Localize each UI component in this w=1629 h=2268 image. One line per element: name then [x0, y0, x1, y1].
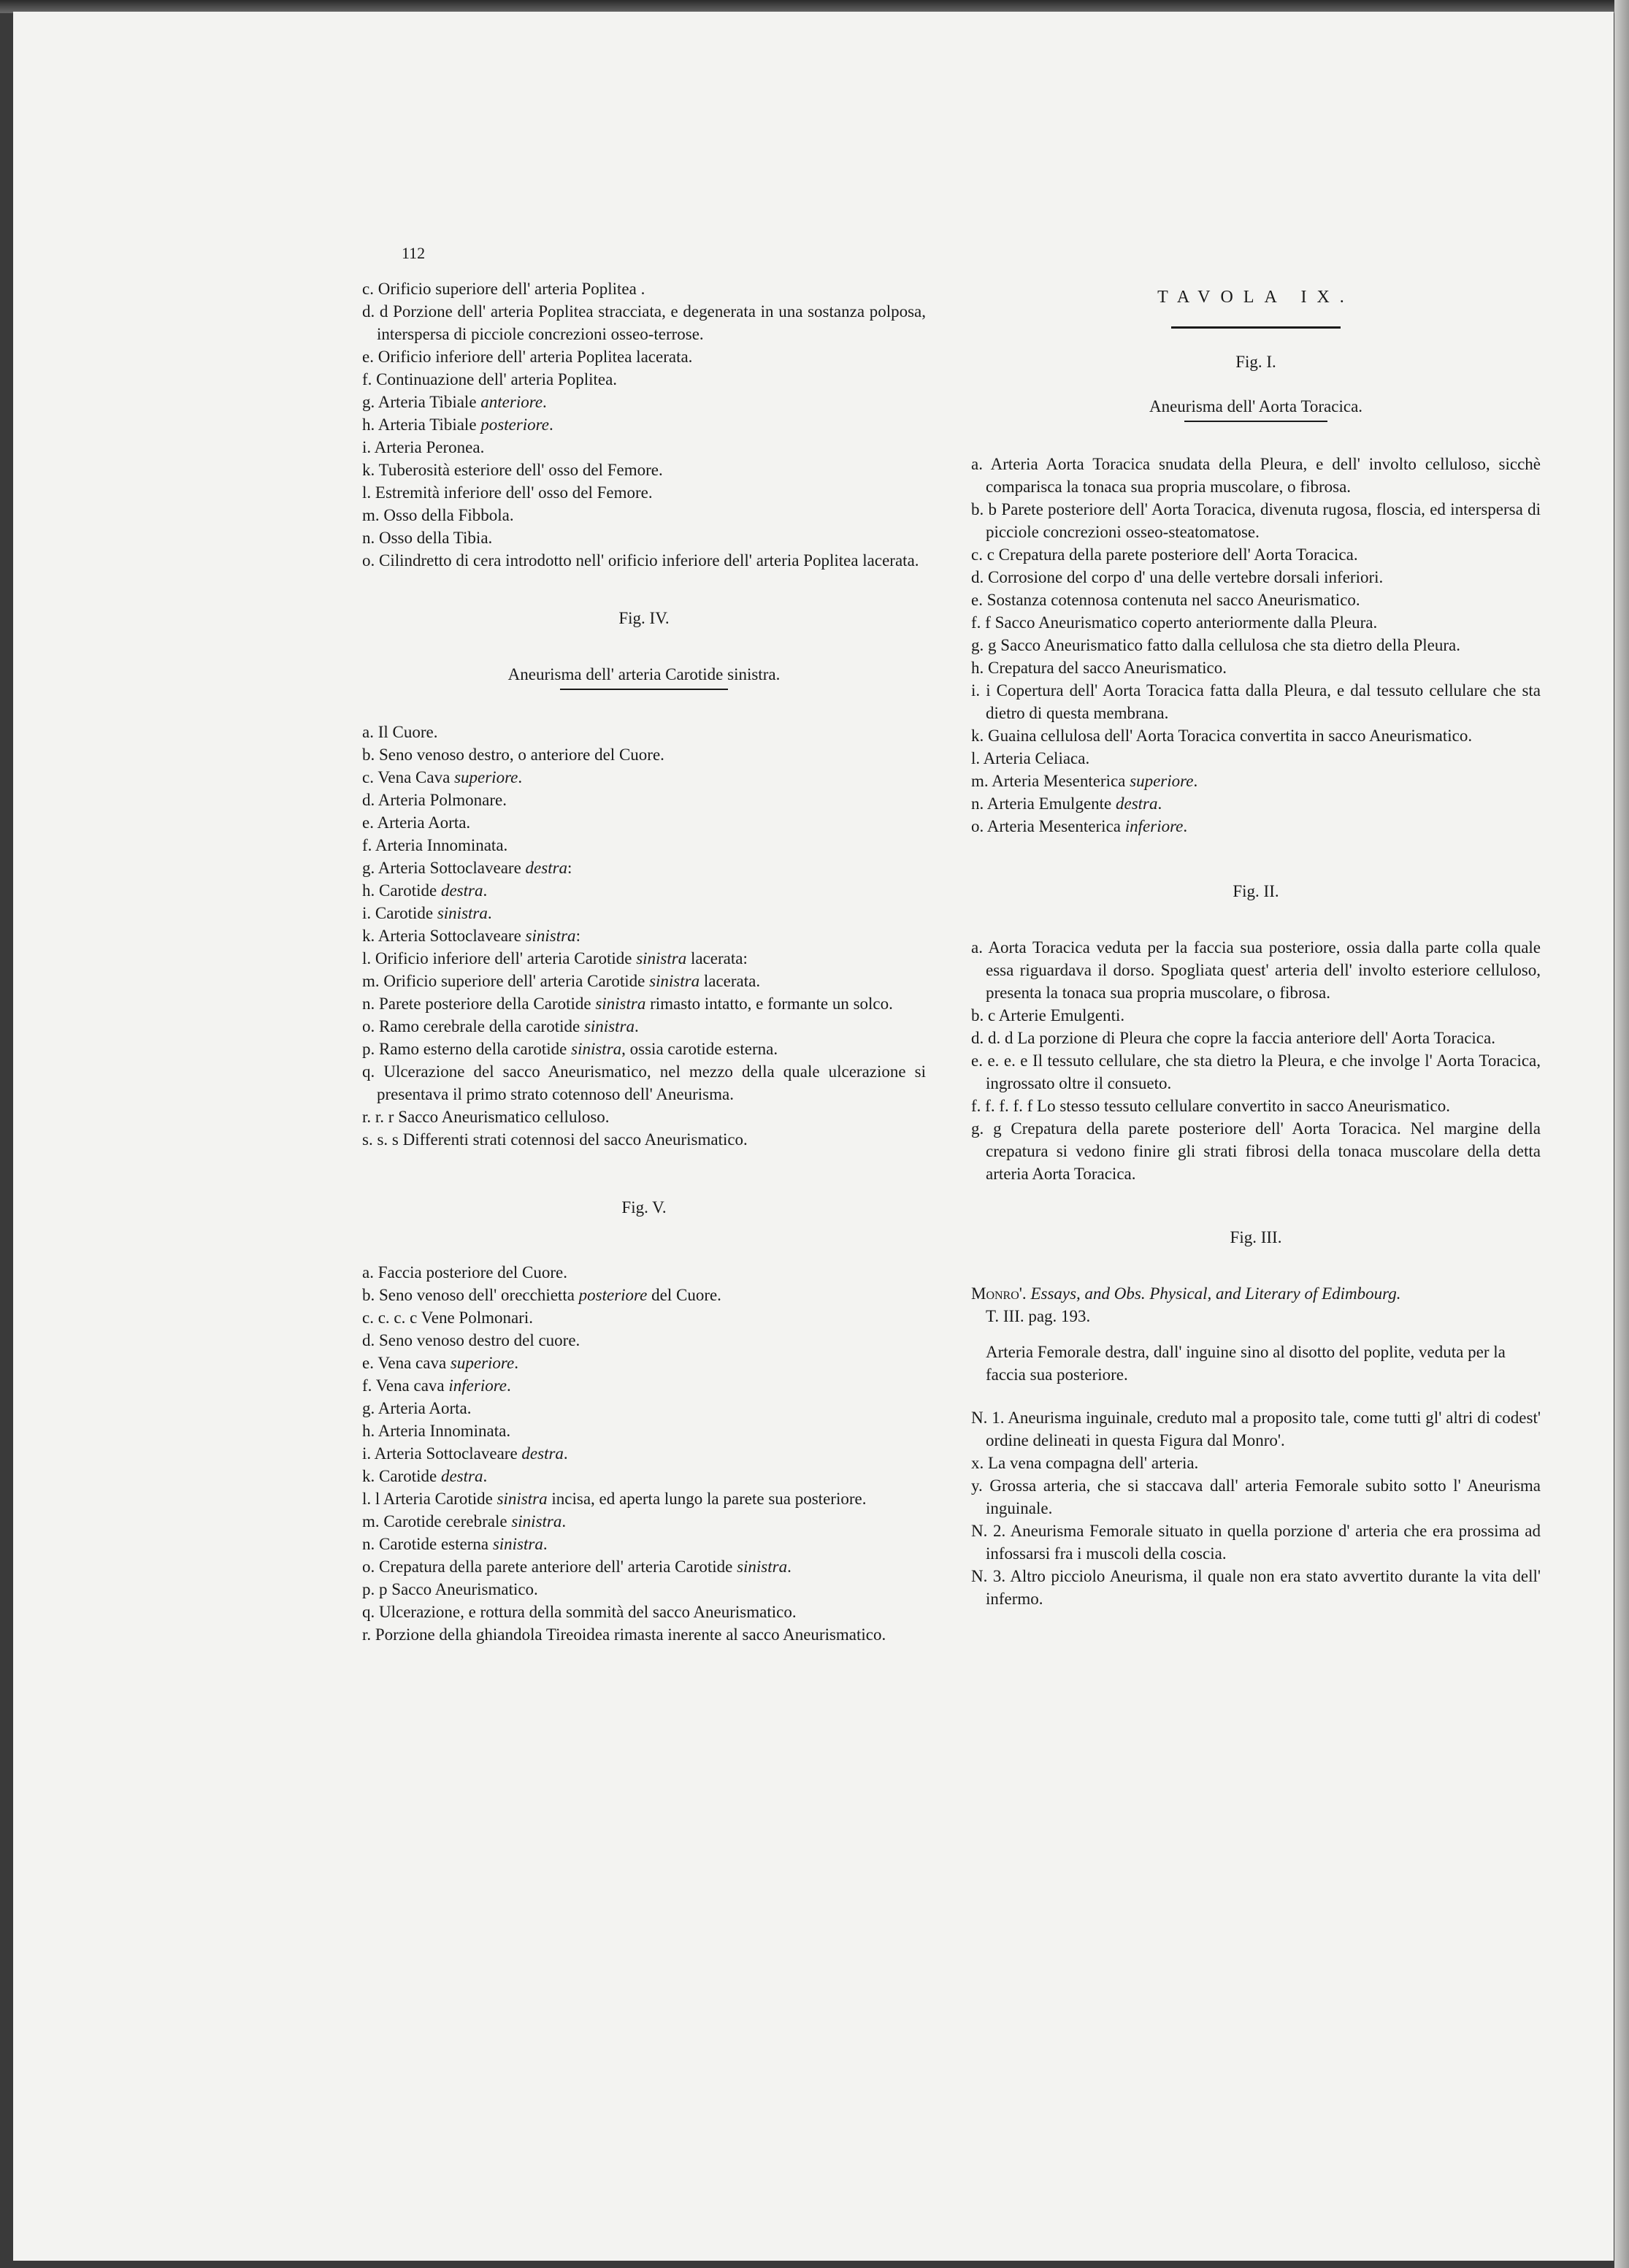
item-text: Crepatura del sacco Aneurismatico. [988, 659, 1227, 677]
list-item [362, 1555, 926, 1578]
item-ending: . [1157, 794, 1162, 813]
list-item [362, 345, 926, 368]
right-column [971, 12, 1541, 1610]
item-text: Altro picciolo Aneurisma, il quale non era stato avvertito durante la vita dell' infermo. [986, 1567, 1541, 1608]
list-item [971, 936, 1541, 1004]
item-text: d Porzione dell' arteria Poplitea stracciata, e degenerata in una sostanza polposa, interspersa di picciole concrezioni osseo-terrose. [377, 302, 926, 343]
item-key: s. [362, 1130, 373, 1149]
item-text: Corrosione del corpo d' una delle vertebre dorsali inferiori. [988, 568, 1384, 586]
list-item [362, 1306, 926, 1329]
item-ending: . [507, 1376, 511, 1395]
list-item [362, 1487, 926, 1510]
item-emphasis: posteriore [578, 1286, 648, 1304]
item-text: i Copertura dell' Aorta Toracica fatta dalla Pleura, e dal tessuto cellulare che sta dietro di questa membrana. [986, 681, 1541, 722]
item-key: g. [362, 859, 375, 877]
fig5-list [362, 1261, 926, 1646]
item-emphasis: destra [1116, 794, 1158, 813]
item-emphasis: sinistra [525, 927, 576, 945]
list-item [362, 459, 926, 481]
item-key: a. [971, 938, 983, 957]
item-text: Il Cuore. [377, 723, 438, 741]
item-text: Carotide cerebrale [383, 1512, 507, 1530]
item-ending: . [518, 768, 523, 786]
item-text: Parete posteriore della Carotide [379, 995, 591, 1013]
list-item [971, 611, 1541, 634]
list-item [362, 413, 926, 436]
item-key: n. [362, 995, 375, 1013]
list-item [362, 992, 926, 1015]
item-key: N. 2. [971, 1522, 1006, 1540]
list-item [971, 1474, 1541, 1520]
item-key: p. [362, 1040, 375, 1058]
item-text: Carotide esterna [379, 1535, 489, 1553]
list-item [362, 368, 926, 391]
item-text: g Crepatura della parete posteriore dell' Aorta Toracica. Nel margine della crepatura si vedono finire gli strati fibrosi della tonaca muscolare della detta arteria Aorta Toracica. [986, 1119, 1541, 1183]
item-key: g. [971, 636, 984, 654]
item-text: Porzione della ghiandola Tireoidea rimasta inerente al sacco Aneurismatico. [375, 1625, 886, 1644]
list-item [362, 1015, 926, 1038]
item-key: r. [362, 1108, 372, 1126]
item-text: c Crepatura della parete posteriore dell' Aorta Toracica. [986, 545, 1358, 564]
item-text: Carotide [379, 881, 437, 900]
reference-volume: T. III. pag. 193. [986, 1307, 1091, 1325]
item-text: Arteria Mesenterica [986, 817, 1121, 835]
list-item [971, 770, 1541, 792]
item-key: d. [362, 302, 375, 321]
list-item [362, 1601, 926, 1623]
item-ending: . [483, 1467, 488, 1485]
item-key: e. [971, 591, 983, 609]
item-ending: . [543, 1535, 548, 1553]
list-item [362, 436, 926, 459]
item-text: Grossa arteria, che si staccava dall' arteria Femorale subito sotto l' Aneurisma inguinale. [986, 1476, 1541, 1517]
item-key: o. [362, 551, 375, 570]
item-text: c. c. c Vene Polmonari. [377, 1309, 533, 1327]
item-text: Orificio superiore dell' arteria Carotide [383, 972, 645, 990]
item-text: La vena compagna dell' arteria. [988, 1454, 1199, 1472]
item-text: Seno venoso destro, o anteriore del Cuore. [379, 746, 664, 764]
list-item [362, 902, 926, 924]
item-ending: . [563, 1444, 568, 1463]
item-ending: . [548, 415, 553, 434]
reference-work: Essays, and Obs. Physical, and Literary of Edimbourg. [1030, 1284, 1401, 1303]
item-ending: . [1193, 772, 1198, 790]
item-emphasis: inferiore [448, 1376, 507, 1395]
fig1-title: Aneurisma dell' Aorta Toracica. [1149, 397, 1363, 415]
item-key: i. [362, 1444, 372, 1463]
item-text: f Sacco Aneurismatico coperto anteriormente dalla Pleura. [985, 613, 1378, 632]
item-text: p Sacco Aneurismatico. [379, 1580, 538, 1598]
list-item [971, 1452, 1541, 1474]
item-key: i. [362, 904, 372, 922]
item-key: l. [362, 949, 372, 968]
item-ending: . [1183, 817, 1188, 835]
item-text: Ulcerazione del sacco Aneurismatico, nel mezzo della quale ulcerazione si presentava il primo strato cotennoso dell' Aneurisma. [377, 1062, 926, 1103]
list-item [362, 789, 926, 811]
list-item [971, 724, 1541, 747]
item-text: Estremità inferiore dell' osso del Femore. [375, 483, 653, 502]
item-key: b. [971, 500, 984, 518]
list-item [362, 1329, 926, 1352]
item-key: f. [362, 370, 372, 388]
item-key: o. [362, 1017, 375, 1035]
item-emphasis: sinistra [737, 1558, 788, 1576]
item-key: g. [971, 1119, 984, 1138]
item-key: a. [362, 723, 374, 741]
item-text: Sostanza cotennosa contenuta nel sacco Aneurismatico. [986, 591, 1360, 609]
item-text: Aneurisma inguinale, creduto mal a proposito tale, come tutti gl' altri di codest' ordine delineati in questa Figura dal Monro'. [986, 1409, 1541, 1449]
item-text: b Parete posteriore dell' Aorta Toracica, divenuta rugosa, floscia, ed interspersa di picciole concrezioni osseo-steatomatose. [986, 500, 1541, 541]
item-key: h. [971, 659, 984, 677]
list-item [362, 834, 926, 857]
item-key: o. [971, 817, 984, 835]
reference-author: Monro'. [971, 1284, 1027, 1303]
item-key: b. [971, 1006, 984, 1024]
item-key: m. [362, 1512, 380, 1530]
list-item [362, 1284, 926, 1306]
item-ending: , ossia carotide esterna. [621, 1040, 778, 1058]
item-ending: . [483, 881, 488, 900]
list-item [971, 656, 1541, 679]
item-text: Aneurisma Femorale situato in quella porzione d' arteria che era prossima ad infossarsi fra i muscoli della coscia. [986, 1522, 1541, 1563]
list-item [362, 300, 926, 345]
item-text: Arteria Aorta Toracica snudata della Pleura, e dell' involto celluloso, sicchè comparisca la tonaca sua propria muscolare, o fibrosa. [986, 455, 1541, 496]
list-item [362, 526, 926, 549]
list-item [362, 857, 926, 879]
fig3-list [971, 1406, 1541, 1610]
item-text: Arteria Innominata. [377, 1422, 511, 1440]
item-key: n. [362, 1535, 375, 1553]
list-item [362, 811, 926, 834]
fig3-continued-list [362, 277, 926, 572]
list-item [971, 634, 1541, 656]
list-item [971, 792, 1541, 815]
item-key: n. [362, 529, 375, 547]
item-text: Arteria Tibiale [377, 393, 477, 411]
list-item [362, 1623, 926, 1646]
item-text: Arteria Aorta. [377, 1399, 472, 1417]
item-key: N. 1. [971, 1409, 1005, 1427]
item-text: Vena cava [375, 1376, 445, 1395]
item-text: Osso della Tibia. [379, 529, 493, 547]
item-key: f. [971, 1097, 981, 1115]
item-text: Carotide [375, 904, 434, 922]
list-item [971, 1027, 1541, 1049]
item-key: f. [362, 836, 372, 854]
item-key: a. [971, 455, 983, 473]
list-item [971, 453, 1541, 498]
item-emphasis: sinistra [437, 904, 488, 922]
item-key: d. [362, 1331, 375, 1349]
item-key: e. [362, 1354, 374, 1372]
item-text: Arteria Polmonare. [377, 791, 507, 809]
item-key: h. [362, 415, 375, 434]
item-key: k. [971, 727, 984, 745]
fig2-label: Fig. II. [1233, 882, 1279, 900]
item-text: d. d La porzione di Pleura che copre la faccia anteriore dell' Aorta Toracica. [988, 1029, 1495, 1047]
item-key: q. [362, 1062, 375, 1081]
item-key: r. [362, 1625, 372, 1644]
list-item [362, 1060, 926, 1106]
item-ending: . [787, 1558, 791, 1576]
item-text: Ulcerazione, e rottura della sommità del sacco Aneurismatico. [379, 1603, 797, 1621]
item-key: m. [971, 772, 989, 790]
item-text: Carotide [379, 1467, 437, 1485]
item-key: N. 3. [971, 1567, 1006, 1585]
list-item [971, 498, 1541, 543]
list-item [362, 1128, 926, 1151]
fig4-label: Fig. IV. [618, 609, 670, 627]
item-text: Orificio superiore dell' arteria Poplitea . [377, 280, 645, 298]
item-key: f. [362, 1376, 372, 1395]
item-key: e. [971, 1051, 983, 1070]
list-item [362, 924, 926, 947]
item-ending: incisa, ed aperta lungo la parete sua posteriore. [547, 1490, 867, 1508]
item-key: i. [971, 681, 981, 700]
item-key: o. [362, 1558, 375, 1576]
left-column [362, 12, 926, 1646]
item-ending: . [543, 393, 547, 411]
item-text: Ramo esterno della carotide [379, 1040, 567, 1058]
item-text: l Arteria Carotide [375, 1490, 493, 1508]
item-key: a. [362, 1263, 374, 1282]
item-text: Arteria Mesenterica [992, 772, 1126, 790]
list-item [971, 1565, 1541, 1610]
item-key: g. [362, 393, 375, 411]
plate-title: TAVOLA IX. [1157, 288, 1354, 307]
item-key: c. [362, 1309, 374, 1327]
item-text: Crepatura della parete anteriore dell' arteria Carotide [379, 1558, 733, 1576]
item-text: Tuberosità esteriore dell' osso del Femore. [378, 461, 663, 479]
list-item [362, 549, 926, 572]
item-key: h. [362, 881, 375, 900]
item-ending: : [575, 927, 580, 945]
item-key: d. [971, 1029, 984, 1047]
list-item [362, 481, 926, 504]
item-text: c Arterie Emulgenti. [988, 1006, 1125, 1024]
list-item [362, 947, 926, 970]
list-item [362, 1261, 926, 1284]
item-text: Arteria Emulgente [986, 794, 1112, 813]
list-item [362, 1038, 926, 1060]
item-ending: lacerata. [699, 972, 761, 990]
item-key: e. [362, 813, 374, 832]
item-ending: . [561, 1512, 567, 1530]
item-text: Vena cava [377, 1354, 447, 1372]
item-emphasis: sinistra [497, 1490, 548, 1508]
list-item [362, 391, 926, 413]
list-item [362, 1510, 926, 1533]
item-key: h. [362, 1422, 375, 1440]
item-text: Arteria Sottoclaveare [374, 1444, 518, 1463]
list-item [362, 1465, 926, 1487]
item-ending: rimasto intatto, e formante un solco. [645, 995, 893, 1013]
item-emphasis: superiore [450, 1354, 515, 1372]
item-text: r. r Sacco Aneurismatico celluloso. [375, 1108, 610, 1126]
item-key: m. [362, 506, 380, 524]
fig1-list [971, 453, 1541, 838]
item-text: Arteria Aorta. [377, 813, 471, 832]
item-text: s. s Differenti strati cotennosi del sacco Aneurismatico. [377, 1130, 748, 1149]
item-text: Arteria Peronea. [374, 438, 485, 456]
item-key: e. [362, 348, 374, 366]
item-key: f. [971, 613, 981, 632]
fig4-list [362, 721, 926, 1151]
fig4-title: Aneurisma dell' arteria Carotide sinistra. [507, 665, 781, 683]
list-item [362, 721, 926, 743]
item-emphasis: sinistra [571, 1040, 622, 1058]
list-item [362, 1106, 926, 1128]
item-key: l. [362, 1490, 372, 1508]
item-emphasis: sinistra [649, 972, 700, 990]
item-key: k. [362, 461, 375, 479]
item-text: Guaina cellulosa dell' Aorta Toracica convertita in sacco Aneurismatico. [988, 727, 1473, 745]
item-text: Arteria Innominata. [375, 836, 508, 854]
item-emphasis: destra [440, 881, 483, 900]
list-item [362, 743, 926, 766]
item-text: Faccia posteriore del Cuore. [377, 1263, 568, 1282]
item-key: y. [971, 1476, 983, 1495]
item-key: c. [971, 545, 983, 564]
fig3-label: Fig. III. [1230, 1228, 1282, 1246]
item-ending: del Cuore. [647, 1286, 721, 1304]
list-item [971, 815, 1541, 838]
item-emphasis: posteriore [480, 415, 549, 434]
item-emphasis: anteriore [480, 393, 543, 411]
page-number: 112 [402, 244, 426, 262]
item-text: Cilindretto di cera introdotto nell' orificio inferiore dell' arteria Poplitea lacerata. [379, 551, 919, 570]
item-ending: . [514, 1354, 518, 1372]
item-key: m. [362, 972, 380, 990]
item-key: b. [362, 1286, 375, 1304]
item-emphasis: sinistra [636, 949, 687, 968]
list-item [362, 1420, 926, 1442]
list-item [971, 1520, 1541, 1565]
item-text: e. e. e Il tessuto cellulare, che sta dietro la Pleura, e che involge l' Aorta Toracica, ingrossato oltre il consueto. [986, 1051, 1541, 1092]
item-key: l. [362, 483, 372, 502]
book-page [13, 12, 1614, 2261]
item-text: Ramo cerebrale della carotide [379, 1017, 580, 1035]
item-emphasis: sinistra [583, 1017, 635, 1035]
fig3-reference [971, 1282, 1541, 1305]
list-item [362, 1352, 926, 1374]
item-text: Arteria Tibiale [377, 415, 477, 434]
list-item [362, 1578, 926, 1601]
item-text: Vena Cava [377, 768, 451, 786]
item-emphasis: sinistra [595, 995, 646, 1013]
list-item [362, 1533, 926, 1555]
item-key: n. [971, 794, 984, 813]
item-ending: lacerata: [686, 949, 748, 968]
list-item [362, 766, 926, 789]
item-key: d. [971, 568, 984, 586]
item-key: g. [362, 1399, 375, 1417]
item-text: Continuazione dell' arteria Poplitea. [376, 370, 618, 388]
fig5-label: Fig. V. [621, 1198, 667, 1217]
item-text: Orificio inferiore dell' arteria Carotide [375, 949, 632, 968]
list-item [971, 1004, 1541, 1027]
item-emphasis: superiore [1130, 772, 1194, 790]
item-key: p. [362, 1580, 375, 1598]
item-text: f. f. f. f Lo stesso tessuto cellulare convertito in sacco Aneurismatico. [985, 1097, 1450, 1115]
list-item [971, 543, 1541, 566]
list-item [362, 879, 926, 902]
list-item [971, 1406, 1541, 1452]
fig1-label: Fig. I. [1235, 353, 1276, 371]
item-text: Seno venoso destro del cuore. [379, 1331, 580, 1349]
item-text: g Sacco Aneurismatico fatto dalla cellulosa che sta dietro della Pleura. [988, 636, 1460, 654]
item-ending: . [634, 1017, 639, 1035]
item-emphasis: sinistra [511, 1512, 562, 1530]
item-key: k. [362, 927, 375, 945]
item-key: b. [362, 746, 375, 764]
item-emphasis: sinistra [492, 1535, 543, 1553]
list-item [971, 566, 1541, 589]
item-key: c. [362, 768, 374, 786]
item-emphasis: inferiore [1124, 817, 1184, 835]
list-item [362, 504, 926, 526]
list-item [971, 1095, 1541, 1117]
list-item [971, 679, 1541, 724]
item-ending: . [487, 904, 492, 922]
item-text: Orificio inferiore dell' arteria Poplitea lacerata. [377, 348, 693, 366]
list-item [362, 277, 926, 300]
item-emphasis: destra [440, 1467, 483, 1485]
item-emphasis: superiore [454, 768, 518, 786]
item-text: Aorta Toracica veduta per la faccia sua posteriore, ossia dalla parte colla quale essa riguardava il dorso. Spogliata quest' arteria dell' involto esteriore celluloso, presenta la tonaca sua propria muscolare, o fibrosa. [986, 938, 1541, 1002]
item-text: Arteria Sottoclaveare [377, 927, 521, 945]
item-text: Osso della Fibbola. [383, 506, 514, 524]
list-item [362, 1397, 926, 1420]
item-key: c. [362, 280, 374, 298]
item-key: d. [362, 791, 375, 809]
item-key: i. [362, 438, 372, 456]
list-item [362, 1374, 926, 1397]
item-emphasis: destra [521, 1444, 564, 1463]
list-item [362, 1442, 926, 1465]
item-text: Arteria Celiaca. [983, 749, 1090, 767]
item-text: Seno venoso dell' orecchietta [379, 1286, 575, 1304]
item-key: k. [362, 1467, 375, 1485]
list-item [971, 1049, 1541, 1095]
item-key: l. [971, 749, 981, 767]
item-text: Arteria Sottoclaveare [377, 859, 521, 877]
item-key: q. [362, 1603, 375, 1621]
fig3-description: Arteria Femorale destra, dall' inguine sino al disotto del poplite, veduta per la faccia sua posteriore. [986, 1343, 1506, 1384]
list-item [362, 970, 926, 992]
list-item [971, 589, 1541, 611]
list-item [971, 747, 1541, 770]
item-ending: : [567, 859, 572, 877]
list-item [971, 1117, 1541, 1185]
item-emphasis: destra [525, 859, 568, 877]
scan-right-edge [1614, 0, 1629, 2268]
fig2-list [971, 936, 1541, 1185]
item-key: x. [971, 1454, 984, 1472]
